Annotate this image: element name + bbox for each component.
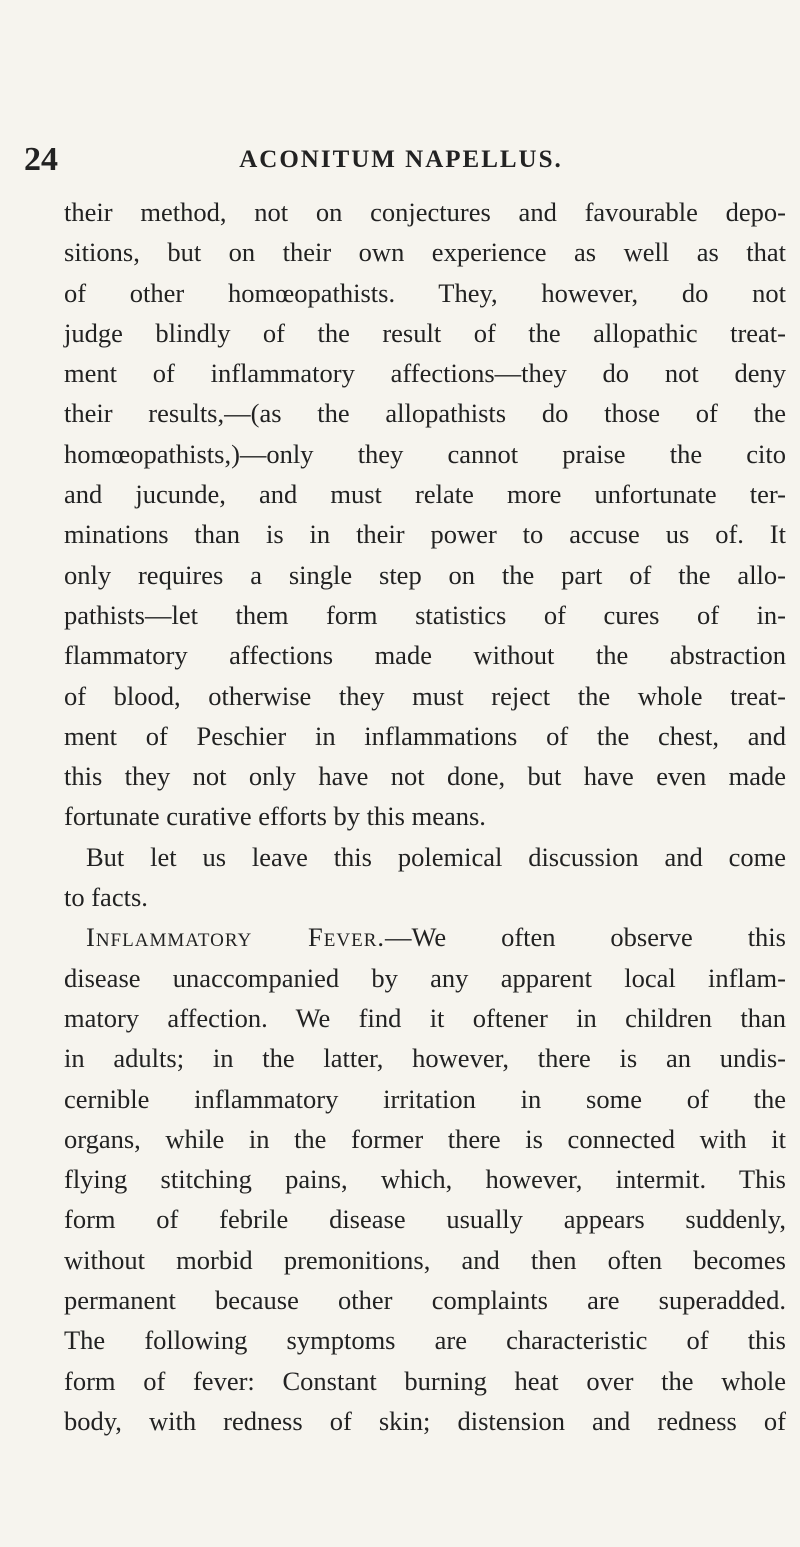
text-line: without morbid premonitions, and then often becomes: [64, 1244, 786, 1275]
text-line: pathists—let them form statistics of cures of in-: [64, 599, 786, 630]
page-number: 24: [24, 141, 58, 178]
text-line: their method, not on conjectures and favourable depo-: [64, 197, 786, 227]
text-line: form of febrile disease usually appears suddenly,: [64, 1204, 786, 1235]
running-head: ACONITUM NAPELLUS.: [239, 146, 563, 173]
text-line: The following symptoms are characteristic of this: [64, 1325, 786, 1356]
text-line: fortunate curative efforts by this means.: [64, 801, 486, 832]
text-line: in adults; in the latter, however, there is an undis-: [64, 1043, 786, 1074]
text-line: cernible inflammatory irritation in some of the: [64, 1083, 786, 1114]
page-header: [24, 140, 748, 180]
text-line: disease unaccompanied by any apparent local inflam-: [64, 962, 786, 993]
text-line: homœopathists,)—only they cannot praise the cito: [64, 438, 786, 469]
text-line: ment of inflammatory affections—they do not deny: [64, 358, 786, 389]
text-line: form of fever: Constant burning heat over the whole: [64, 1365, 786, 1396]
text-line: ment of Peschier in inflammations of the chest, and: [64, 720, 786, 751]
text-line: flying stitching pains, which, however, intermit. This: [64, 1164, 786, 1195]
text-line: of other homœopathists. They, however, do not: [64, 277, 786, 308]
text-line: only requires a single step on the part of the allo-: [64, 559, 786, 590]
text-line: judge blindly of the result of the allopathic treat-: [64, 317, 786, 348]
text-line: body, with redness of skin; distension and redness of: [64, 1405, 786, 1436]
text-line: But let us leave this polemical discussion and come: [86, 841, 786, 872]
text-line: and jucunde, and must relate more unfortunate ter-: [64, 479, 786, 510]
text-line: of blood, otherwise they must reject the whole treat-: [64, 680, 786, 711]
text-line: [64, 917, 786, 957]
body-text: [64, 192, 786, 1441]
text-line: their results,—(as the allopathists do those of the: [64, 398, 786, 429]
text-line: organs, while in the former there is connected with it: [64, 1123, 786, 1154]
text-line: to facts.: [64, 882, 148, 913]
text-line: flammatory affections made without the abstraction: [64, 640, 786, 671]
text-line: this they not only have not done, but have even made: [64, 761, 786, 792]
text-line: sitions, but on their own experience as well as that: [64, 237, 786, 268]
text-line: permanent because other complaints are superadded.: [64, 1285, 786, 1316]
text-line-continuation: —We often observe this: [385, 922, 786, 953]
text-line: minations than is in their power to accuse us of. It: [64, 519, 786, 550]
section-heading: Inflammatory Fever.: [86, 922, 386, 953]
text-line: matory affection. We find it oftener in children than: [64, 1002, 786, 1033]
